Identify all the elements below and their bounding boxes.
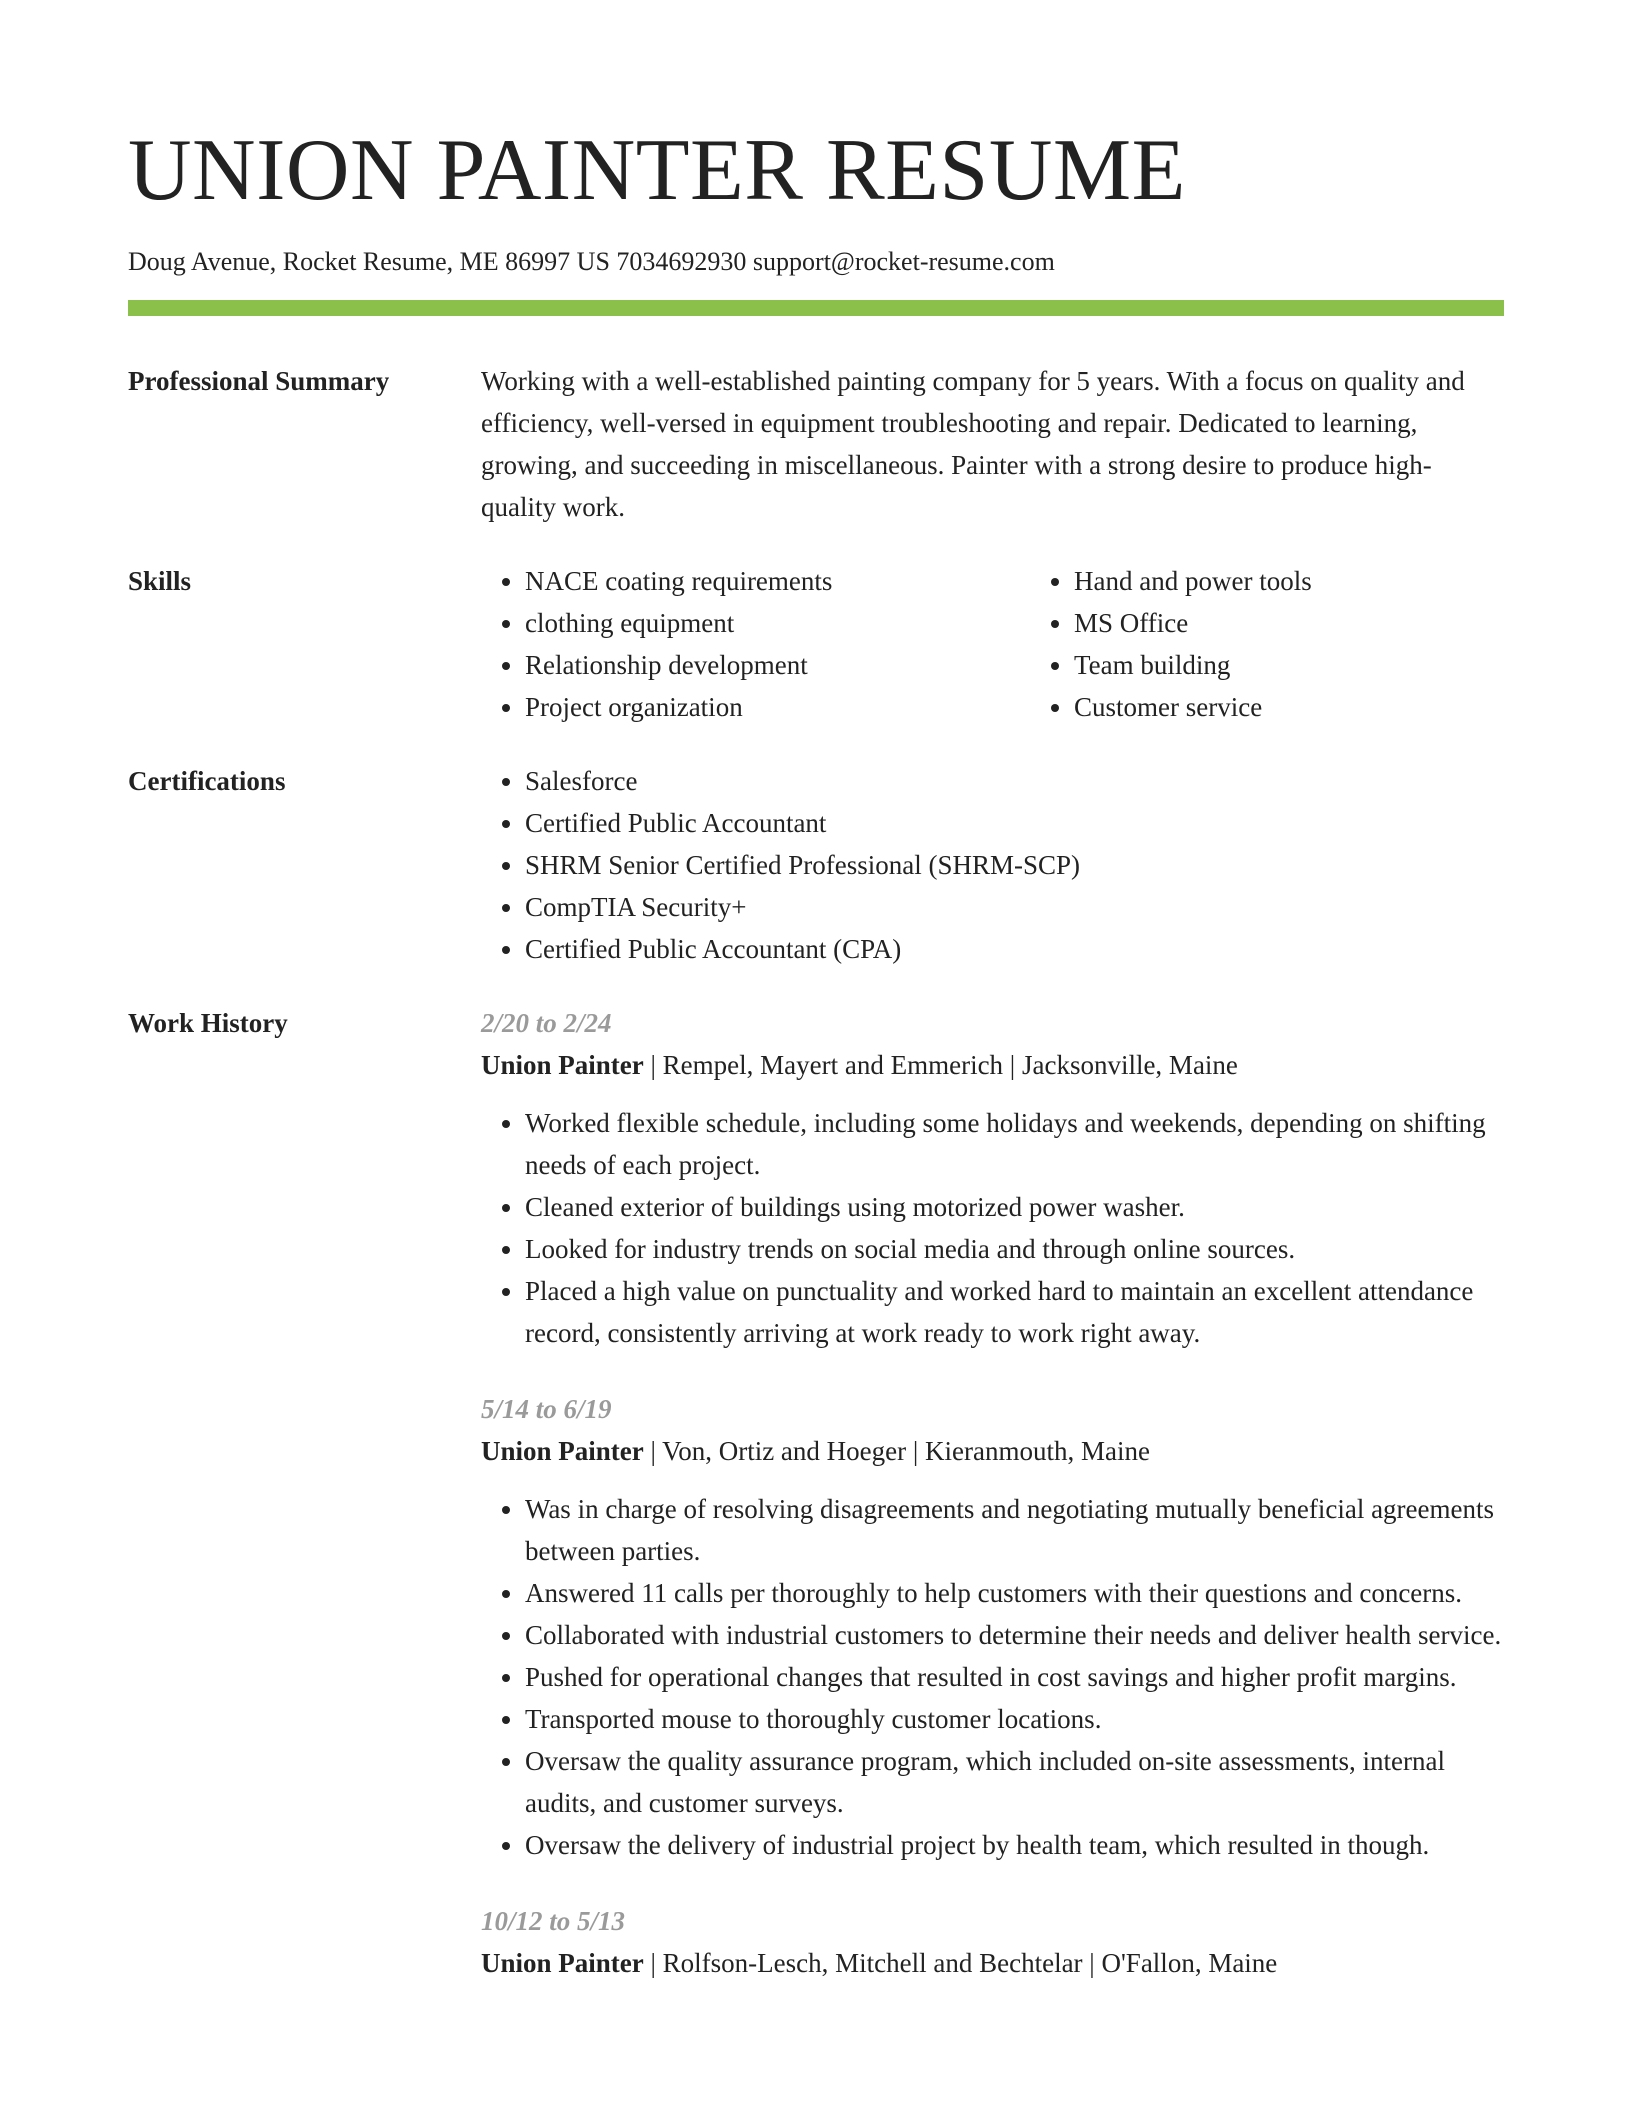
certifications-list (481, 760, 1504, 970)
skills-column-2 (1030, 560, 1504, 728)
job-bullet: • Oversaw the delivery of industrial project by health team, which resulted in though. (525, 1824, 1504, 1866)
certification-item: • CompTIA Security+ (525, 886, 1504, 928)
skill-item: • Project organization (525, 686, 1030, 728)
job-bullets (481, 1102, 1504, 1354)
resume-title: UNION PAINTER RESUME (128, 122, 1186, 219)
job-heading (481, 1430, 1504, 1472)
job-title: Union Painter (481, 1436, 644, 1466)
job-entry (481, 1900, 1504, 1984)
skill-item: • MS Office (1074, 602, 1504, 644)
certification-item: • SHRM Senior Certified Professional (SHRM-SCP) (525, 844, 1504, 886)
job-entry (481, 1002, 1504, 1354)
job-title: Union Painter (481, 1050, 644, 1080)
job-bullet: • Worked flexible schedule, including some holidays and weekends, depending on shifting needs of each project. (525, 1102, 1504, 1186)
contact-line: Doug Avenue, Rocket Resume, ME 86997 US 7034692930 support@rocket-resume.com (128, 247, 1055, 276)
certification-item: • Certified Public Accountant (525, 802, 1504, 844)
skills-grid (481, 560, 1504, 728)
header-divider (128, 300, 1504, 316)
certification-item: • Salesforce (525, 760, 1504, 802)
skill-item: • clothing equipment (525, 602, 1030, 644)
job-details: | Rolfson-Lesch, Mitchell and Bechtelar | O'Fallon, Maine (643, 1948, 1278, 1978)
section-certifications (128, 760, 1504, 970)
section-work-history (128, 1002, 1504, 2018)
section-label: Certifications (128, 766, 286, 796)
job-dates: 5/14 to 6/19 (481, 1394, 612, 1424)
certification-item: • Certified Public Accountant (CPA) (525, 928, 1504, 970)
skills-body (481, 560, 1504, 728)
job-entry (481, 1388, 1504, 1866)
section-label: Skills (128, 566, 192, 596)
skill-item: • Team building (1074, 644, 1504, 686)
skill-item: • Relationship development (525, 644, 1030, 686)
job-title: Union Painter (481, 1948, 644, 1978)
skill-item: • Hand and power tools (1074, 560, 1504, 602)
job-bullet: • Transported mouse to thoroughly customer locations. (525, 1698, 1504, 1740)
job-bullet: • Oversaw the quality assurance program, which included on-site assessments, internal audits, and customer surveys. (525, 1740, 1504, 1824)
job-bullet: • Pushed for operational changes that resulted in cost savings and higher profit margins. (525, 1656, 1504, 1698)
work-history-body (481, 1002, 1504, 2018)
section-label: Professional Summary (128, 366, 390, 396)
skill-item: • Customer service (1074, 686, 1504, 728)
job-heading (481, 1942, 1504, 1984)
job-bullets (481, 1488, 1504, 1866)
job-bullet: • Placed a high value on punctuality and worked hard to maintain an excellent attendance record, consistently arriving at work ready to work right away. (525, 1270, 1504, 1354)
skill-item: • NACE coating requirements (525, 560, 1030, 602)
job-details: | Von, Ortiz and Hoeger | Kieranmouth, Maine (643, 1436, 1150, 1466)
section-professional-summary (128, 360, 1504, 528)
summary-text: Working with a well-established painting company for 5 years. With a focus on quality and efficiency, well-versed in equipment troubleshooting and repair. Dedicated to learning, growing, and succeeding in miscellaneous. Painter with a strong desire to produce high-quality work. (481, 366, 1465, 522)
skills-column-1 (481, 560, 1030, 728)
job-bullet: • Cleaned exterior of buildings using motorized power washer. (525, 1186, 1504, 1228)
job-bullet: • Collaborated with industrial customers to determine their needs and deliver health service. (525, 1614, 1504, 1656)
certifications-body (481, 760, 1504, 970)
job-bullet: • Answered 11 calls per thoroughly to help customers with their questions and concerns. (525, 1572, 1504, 1614)
job-dates: 10/12 to 5/13 (481, 1906, 626, 1936)
resume-sections (128, 360, 1504, 2018)
job-details: | Rempel, Mayert and Emmerich | Jacksonville, Maine (643, 1050, 1238, 1080)
job-dates: 2/20 to 2/24 (481, 1008, 612, 1038)
job-heading (481, 1044, 1504, 1086)
job-bullet: • Looked for industry trends on social media and through online sources. (525, 1228, 1504, 1270)
section-skills (128, 560, 1504, 728)
job-bullet: • Was in charge of resolving disagreements and negotiating mutually beneficial agreements between parties. (525, 1488, 1504, 1572)
section-label: Work History (128, 1008, 288, 1038)
